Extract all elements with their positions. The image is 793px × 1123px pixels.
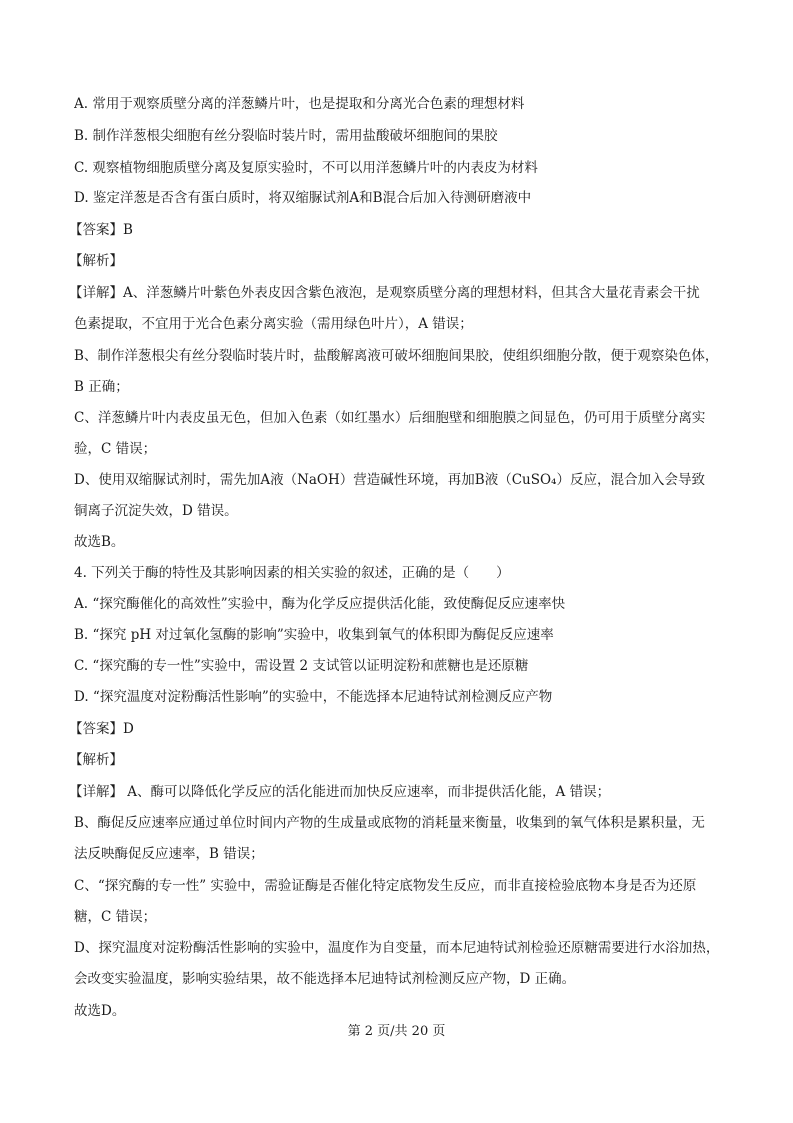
q3-answer: 【答案】B [69,222,133,238]
q3-conclusion: 故选B。 [74,534,125,550]
page-footer: 第 2 页/共 20 页 [347,1024,446,1039]
q3-analysis-label: 【解析】 [69,253,123,269]
q3-detail-line: B 正确； [74,379,129,395]
q4-detail-line: 会改变实验温度，影响实验结果，故不能选择本尼迪特试剂检测反应产物，D 正确。 [74,971,576,987]
q4-detail-line: C、“探究酶的专一性” 实验中，需验证酶是否催化特定底物发生反应，而非直接检验底物本身是否为还原 [74,878,697,894]
q3-detail-line: 色素提取，不宜用于光合色素分离实验（需用绿色叶片），A 错误； [74,316,473,332]
q3-detail-line: D、使用双缩脲试剂时，需先加A液（NaOH）营造碱性环境，再加B液（CuSO₄）反应，混合加入会导致 [74,472,705,488]
q3-option-d: D. 鉴定洋葱是否含有蛋白质时，将双缩脲试剂A和B混合后加入待测研磨液中 [74,190,532,206]
q4-conclusion: 故选D。 [74,1003,126,1019]
q3-option-c: C. 观察植物细胞质壁分离及复原实验时，不可以用洋葱鳞片叶的内表皮为材料 [74,160,538,176]
q4-option-a: A. “探究酶催化的高效性”实验中，酶为化学反应提供活化能，致使酶促反应速率快 [74,596,566,612]
q4-detail-line: 【详解】 A、酶可以降低化学反应的活化能进而加快反应速率，而非提供活化能，A 错误； [69,784,611,800]
q4-stem: 4. 下列关于酶的特性及其影响因素的相关实验的叙述，正确的是（ ） [74,565,510,581]
q3-detail-line: 铜离子沉淀失效，D 错误。 [74,503,238,519]
q3-option-a: A. 常用于观察质壁分离的洋葱鳞片叶，也是提取和分离光合色素的理想材料 [74,96,525,112]
q4-option-b: B. “探究 pH 对过氧化氢酶的影响”实验中，收集到氧气的体积即为酶促反应速率 [74,627,554,643]
q3-detail-line: B、制作洋葱根尖有丝分裂临时装片时，盐酸解离液可破坏细胞间果胶，使组织细胞分散，便于观察染色体， [74,348,719,364]
q4-detail-line: B、酶促反应速率应通过单位时间内产物的生成量或底物的消耗量来衡量，收集到的氧气体积是累积量，无 [74,815,705,831]
q4-detail-line: 法反映酶促反应速率，B 错误； [74,846,264,862]
q4-detail-line: D、探究温度对淀粉酶活性影响的实验中，温度作为自变量，而本尼迪特试剂检验还原糖需要进行水浴加热， [74,940,720,956]
q4-answer: 【答案】D [69,721,134,737]
q4-analysis-label: 【解析】 [69,752,123,768]
q4-detail-line: 糖，C 错误； [74,909,157,925]
q3-detail-line: 【详解】A、洋葱鳞片叶紫色外表皮因含紫色液泡，是观察质壁分离的理想材料，但其含大量花青素会干扰 [69,285,700,301]
q3-detail-line: C、洋葱鳞片叶内表皮虽无色，但加入色素（如红墨水）后细胞壁和细胞膜之间显色，仍可用于质壁分离实 [74,410,706,426]
q4-option-d: D. “探究温度对淀粉酶活性影响”的实验中，不能选择本尼迪特试剂检测反应产物 [74,689,553,705]
q3-detail-line: 验，C 错误； [74,441,157,457]
q3-option-b: B. 制作洋葱根尖细胞有丝分裂临时装片时，需用盐酸破坏细胞间的果胶 [74,128,498,144]
q4-option-c: C. “探究酶的专一性”实验中，需设置 2 支试管以证明淀粉和蔗糖也是还原糖 [74,658,529,674]
